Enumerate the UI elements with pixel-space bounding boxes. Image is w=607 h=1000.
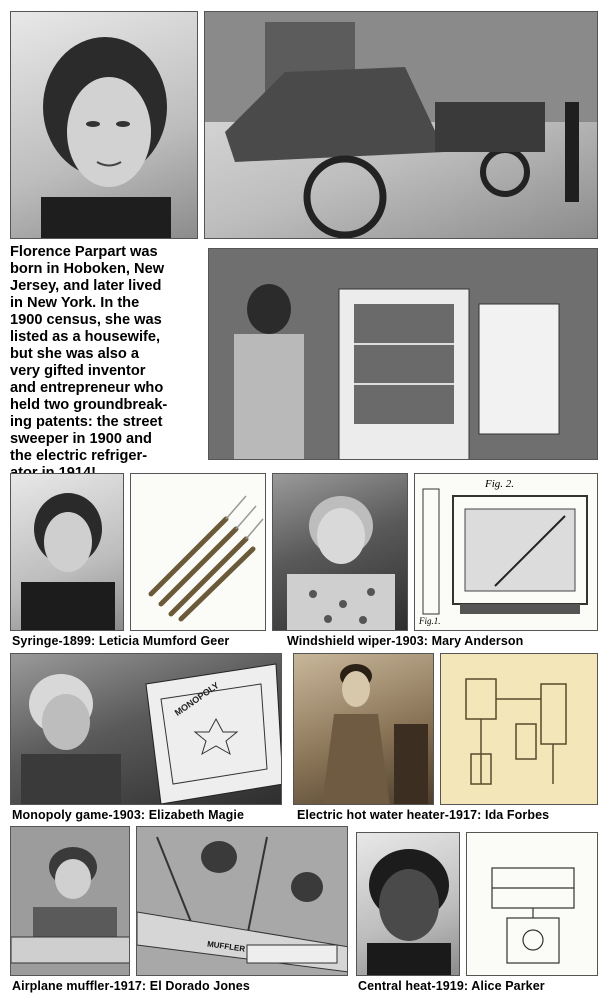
- windshield-wiper-patent: [414, 473, 598, 631]
- story-line: ing patents: the street: [10, 414, 163, 430]
- monopoly-board-word: MONOPOLY: [172, 680, 221, 718]
- story-line: the electric refriger-: [10, 448, 148, 464]
- patent-fig2-label: Fig. 2.: [485, 478, 515, 490]
- patent-drawing: [467, 833, 598, 976]
- portrait-illustration: [294, 654, 434, 805]
- refrigerator-photo: [208, 248, 598, 460]
- story-line: Jersey, and later lived: [10, 278, 162, 294]
- aviator-illustration: [11, 827, 130, 976]
- story-line: Florence Parpart was: [10, 244, 158, 260]
- story-line: held two groundbreak-: [10, 397, 168, 413]
- patent-drawing: [441, 654, 598, 805]
- portrait-illustration: [11, 474, 124, 631]
- story-line: born in Hoboken, New: [10, 261, 165, 277]
- syringe-photo: [130, 473, 266, 631]
- elizabeth-magie-photo: [10, 653, 282, 805]
- mary-anderson-portrait: [272, 473, 408, 631]
- florence-parpart-story: [10, 244, 203, 482]
- alice-parker-portrait: [356, 832, 460, 976]
- caption-water-heater: Electric hot water heater-1917: Ida Forbes: [297, 808, 550, 822]
- portrait-illustration: [273, 474, 408, 631]
- story-line: and entrepreneur who: [10, 380, 164, 396]
- el-dorado-jones-portrait: [10, 826, 130, 976]
- water-heater-patent: [440, 653, 598, 805]
- florence-parpart-portrait: [10, 11, 198, 239]
- patent-fig1-label: Fig.1.: [419, 616, 441, 626]
- syringe-illustration: [131, 474, 266, 631]
- caption-airplane-muffler: Airplane muffler-1917: El Dorado Jones: [12, 979, 250, 993]
- refrigerator-illustration: [209, 249, 598, 460]
- caption-monopoly: Monopoly game-1903: Elizabeth Magie: [12, 808, 245, 822]
- portrait-illustration: [11, 12, 198, 239]
- airplane-muffler-photo: [136, 826, 348, 976]
- street-sweeper-illustration: [205, 12, 598, 239]
- muffler-label: MUFFLER: [206, 939, 246, 954]
- story-line: sweeper in 1900 and: [10, 431, 152, 447]
- monopoly-illustration: [11, 654, 282, 805]
- ida-forbes-portrait: [293, 653, 434, 805]
- caption-syringe: Syringe-1899: Leticia Mumford Geer: [12, 634, 230, 648]
- story-line: listed as a housewife,: [10, 329, 161, 345]
- story-line: in New York. In the: [10, 295, 140, 311]
- story-line: 1900 census, she was: [10, 312, 162, 328]
- street-sweeper-photo: [204, 11, 598, 239]
- caption-central-heat: Central heat-1919: Alice Parker: [358, 979, 545, 993]
- story-line: very gifted inventor: [10, 363, 146, 379]
- story-line: but she was also a: [10, 346, 139, 362]
- portrait-illustration: [357, 833, 460, 976]
- central-heat-patent: [466, 832, 598, 976]
- leticia-geer-portrait: [10, 473, 124, 631]
- caption-windshield-wiper: Windshield wiper-1903: Mary Anderson: [287, 634, 524, 648]
- airplane-illustration: [137, 827, 348, 976]
- patent-drawing: [415, 474, 598, 631]
